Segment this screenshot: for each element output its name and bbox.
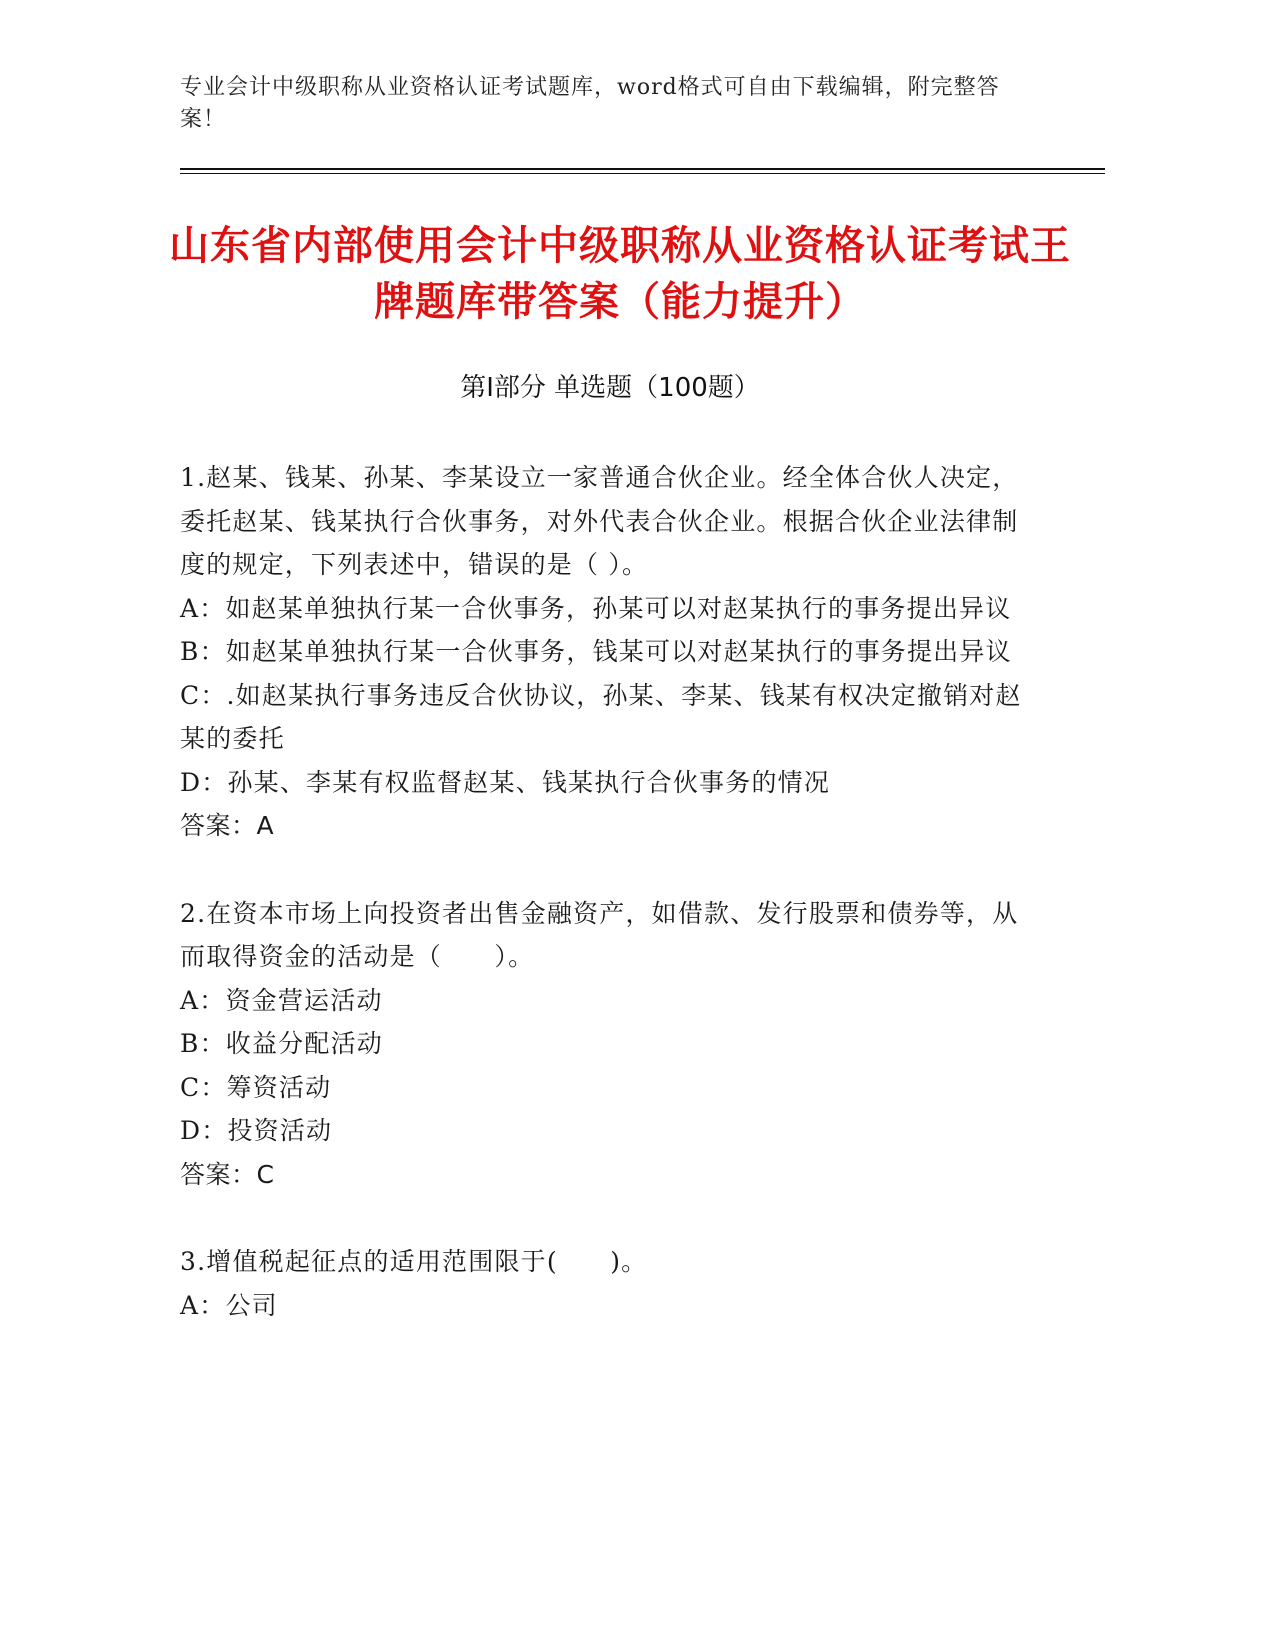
question-stem: 1.赵某、钱某、孙某、李某设立一家普通合伙企业。经全体合伙人决定， 委托赵某、钱某执行合伙事务，对外代表合伙企业。根据合伙企业法律制度的规定，下列表述中，错误的是（ ）。 xyxy=(180,463,1028,579)
option-b: B：如赵某单独执行某一合伙事务，钱某可以对赵某执行的事务提出异议 xyxy=(180,637,1012,666)
option-d: D：孙某、李某有权监督赵某、钱某执行合伙事务的情况 xyxy=(180,767,831,797)
answer-line: 答案：C xyxy=(180,1159,275,1189)
header-divider-thick xyxy=(180,168,1105,170)
question-stem: 2.在资本市场上向投资者出售金融资产，如借款、发行股票和债券等，从而取得资金的活动是（ ）。 xyxy=(180,898,1019,971)
question-1 xyxy=(180,456,1030,848)
option-a: A：如赵某单独执行某一合伙事务，孙某可以对赵某执行的事务提出异议 xyxy=(180,593,1012,623)
option-c: C：筹资活动 xyxy=(180,1072,332,1102)
answer-line: 答案：A xyxy=(180,811,275,840)
option-d: D：投资活动 xyxy=(180,1116,333,1145)
question-stem: 3.增值税起征点的适用范围限于( )。 xyxy=(180,1247,648,1276)
question-2 xyxy=(180,892,1030,1197)
option-a: A：资金营运活动 xyxy=(180,985,383,1015)
document-title: 山东省内部使用会计中级职称从业资格认证考试王牌题库带答案（能力提升） xyxy=(169,223,1071,325)
option-b: B：收益分配活动 xyxy=(180,1029,383,1058)
question-3 xyxy=(180,1240,1030,1327)
header-divider-thin xyxy=(180,173,1105,174)
question-list xyxy=(180,456,1030,1371)
option-c: C：.如赵某执行事务违反合伙协议，孙某、李某、钱某有权决定撤销对赵某的委托 xyxy=(180,680,1022,753)
option-a: A：公司 xyxy=(180,1290,278,1320)
header-note: 专业会计中级职称从业资格认证考试题库，word格式可自由下载编辑，附完整答案！ xyxy=(180,75,1000,132)
section-title: 第I部分 单选题（100题） xyxy=(460,373,760,403)
